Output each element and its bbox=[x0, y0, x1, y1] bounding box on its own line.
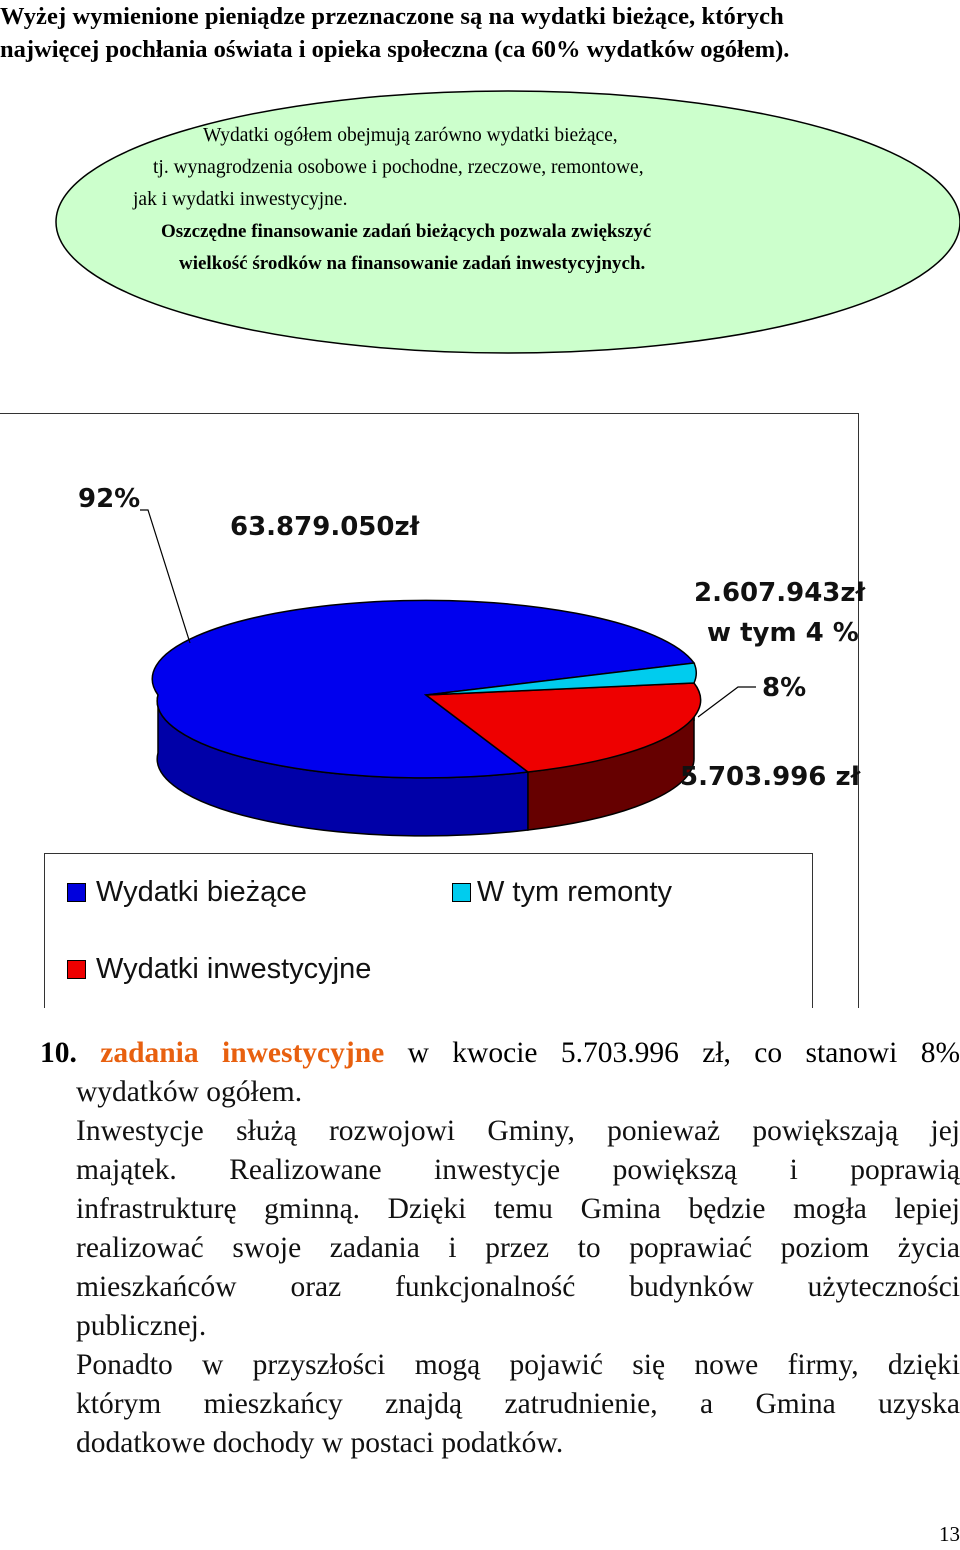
body-line-9: którym mieszkańcy znajdą zatrudnienie, a Gmina uzyska bbox=[76, 1388, 960, 1420]
intro-line-1: Wyżej wymienione pieniądze przeznaczone są na wydatki bieżące, których bbox=[0, 3, 784, 30]
callout-line-2: tj. wynagrodzenia osobowe i pochodne, rzeczowe, remontowe, bbox=[153, 157, 644, 178]
label-repairs-value: 2.607.943zł bbox=[694, 578, 866, 608]
section-heading-rest: w kwocie 5.703.996 zł, co stanowi 8% bbox=[384, 1037, 960, 1069]
legend-swatch-invest bbox=[67, 960, 86, 979]
legend-item-invest bbox=[67, 953, 371, 986]
section-number: 10. bbox=[40, 1037, 77, 1069]
body-line-4: infrastrukturę gminną. Dzięki temu Gmina będzie mogła lepiej bbox=[76, 1193, 960, 1225]
legend-swatch-repairs bbox=[452, 883, 471, 902]
body-line-10: dodatkowe dochody w postaci podatków. bbox=[76, 1427, 564, 1459]
callout-line-5: wielkość środków na finansowanie zadań inwestycyjnych. bbox=[179, 253, 646, 274]
callout-ellipse bbox=[55, 90, 960, 358]
body-line-3: majątek. Realizowane inwestycje powiększą i poprawią bbox=[76, 1154, 960, 1186]
intro-line-2: najwięcej pochłania oświata i opieka społeczna (ca 60% wydatków ogółem). bbox=[0, 36, 790, 63]
chart-legend bbox=[44, 853, 813, 1008]
section-highlight: zadania inwestycyjne bbox=[100, 1037, 385, 1069]
legend-swatch-current bbox=[67, 883, 86, 902]
page-number: 13 bbox=[939, 1522, 960, 1546]
body-line-5: realizować swoje zadania i przez to poprawiać poziom życia bbox=[76, 1232, 960, 1264]
callout-line-1: Wydatki ogółem obejmują zarówno wydatki bieżące, bbox=[203, 125, 618, 146]
leader-line-current bbox=[140, 510, 190, 643]
label-repairs-note: w tym 4 % bbox=[707, 618, 859, 648]
callout-line-3: jak i wydatki inwestycyjne. bbox=[133, 189, 348, 210]
label-invest-percent: 8% bbox=[762, 673, 807, 703]
label-current-value: 63.879.050zł bbox=[230, 512, 420, 542]
body-line-8: Ponadto w przyszłości mogą pojawić się nowe firmy, dzięki bbox=[76, 1349, 960, 1381]
legend-item-repairs bbox=[452, 876, 672, 909]
pie-3d bbox=[152, 600, 700, 836]
label-current-percent: 92% bbox=[78, 484, 141, 514]
section-heading bbox=[40, 1034, 960, 1073]
section-body bbox=[76, 1073, 960, 1463]
legend-item-current bbox=[67, 876, 307, 909]
body-line-6: mieszkańców oraz funkcjonalność budynków użyteczności bbox=[76, 1271, 960, 1303]
body-line-2: Inwestycje służą rozwojowi Gminy, ponieważ powiększają jej bbox=[76, 1115, 960, 1147]
body-line-7: publicznej. bbox=[76, 1310, 207, 1342]
legend-label-invest: Wydatki inwestycyjne bbox=[96, 953, 372, 985]
intro-paragraph bbox=[0, 0, 960, 66]
body-line-1: wydatków ogółem. bbox=[76, 1076, 303, 1108]
label-invest-value: 5.703.996 zł bbox=[680, 762, 861, 792]
legend-label-repairs: W tym remonty bbox=[477, 876, 672, 908]
callout-line-4: Oszczędne finansowanie zadań bieżących pozwala zwiększyć bbox=[161, 221, 652, 242]
legend-label-current: Wydatki bieżące bbox=[96, 876, 307, 908]
leader-line-invest bbox=[698, 687, 756, 717]
